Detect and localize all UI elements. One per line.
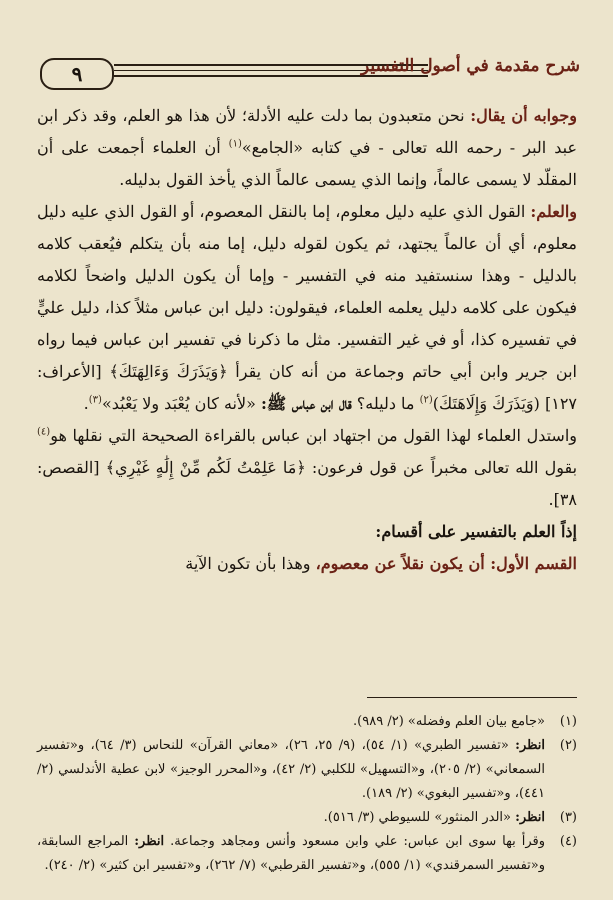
footnote-ref-4[interactable]: (٤) xyxy=(37,426,51,438)
knowledge-definition-lead: والعلم: xyxy=(530,202,577,221)
sections-heading: إذاً العلم بالتفسير على أقسام: xyxy=(375,522,577,541)
ibn-abbas-said: قال ابن عباس ﷺ: xyxy=(261,394,352,413)
quran-quote-araf: ﴿وَيَذَرَكَ وَءَالِهَتَكَ﴾ xyxy=(109,362,228,381)
footnote-2: (٢) انظر: «تفسير الطبري» (١/ ٥٤)، (٩/ ٢٥، ٢٦)، «معاني القرآن» للنحاس (٣/ ٦٤)، و«تفسير السمعاني» (٢/ ٢٠٥)، و«التسهيل» للكلبي (٢/ ٤٢)، و«المحرر الوجيز» لابن عطية الأندلسي (٢/ ٤٤١)، و«تفسير البغوي» (٢/ ١٨٩). xyxy=(37,734,577,806)
footnote-ref-3[interactable]: (٣) xyxy=(88,394,102,406)
paragraph-2: والعلم: القول الذي عليه دليل معلوم، إما بالنقل المعصوم، أو القول الذي عليه دليل معلوم، أي أن عالماً يجتهد، ثم يكون لقوله دليل، إما منه بأن يتكلم فيُعقب كلامه بالدليل - وهذا سنستفيد منه في التفسير - وإما أن يكون الدليل واضحاً لكلامه فيكون على كلامه دليل يعلمه العلماء، فيقولون: دليل ابن عباس مثلاً كذا، دليل عليٍّ في تفسيره كذا، أو في غير التفسير. مثل ما ذكرنا في تفسير ابن عباس فيما رواه ابن جرير وابن أبي حاتم وجماعة من أنه كان يقرأ ﴿وَيَذَرَكَ وَءَالِهَتَكَ﴾ [الأعراف: ١٢٧] (وَيَذَرَكَ وَإِلَاهَتَكَ)$^{(٢)}$ ما دليله؟ قال ابن عباس ﷺ: «لأنه كان يُعْبَد ولا يَعْبُد»$^{(٣)}$. xyxy=(37,202,577,413)
footnote-ref-1[interactable]: (١) xyxy=(228,138,242,150)
footnote-number: (١) xyxy=(559,714,577,729)
paragraph-5: القسم الأول: أن يكون نقلاً عن معصوم، وهذا بأن تكون الآية xyxy=(185,554,577,573)
footnote-1: (١) «جامع بيان العلم وفضله» (٢/ ٩٨٩). xyxy=(37,710,577,734)
footnotes xyxy=(37,710,577,878)
footnote-number: (٤) xyxy=(559,834,577,849)
quran-quote-qasas: ﴿مَا عَلِمْتُ لَكُم مِّنْ إِلَٰهٍ غَيْرِي﴾ xyxy=(105,458,306,477)
footnote-3: (٣) انظر: «الدر المنثور» للسيوطي (٣/ ٥١٦). xyxy=(37,806,577,830)
paragraph-3: واستدل العلماء لهذا القول من اجتهاد ابن عباس بالقراءة الصحيحة التي نقلها هو$^{(٤)}$ بقول الله تعالى مخبراً عن قول فرعون: ﴿مَا عَلِمْتُ لَكُم مِّنْ إِلَٰهٍ غَيْرِي﴾ [القصص: ٣٨]. xyxy=(37,426,578,509)
footnote-separator xyxy=(367,697,577,698)
paragraph-1: وجوابه أن يقال: نحن متعبدون بما دلت عليه الأدلة؛ لأن هذا هو العلم، وقد ذكر ابن عبد البر - رحمه الله تعالى - في كتابه «الجامع»$^{(١)}$ أن العلماء أجمعت على أن المقلّد لا يسمى عالماً، وإنما الذي يسمى عالماً الذي يأخذ القول بدليله. xyxy=(37,106,578,189)
page-number: ٩ xyxy=(40,58,114,90)
main-text xyxy=(37,100,577,580)
first-section-lead: القسم الأول: أن يكون نقلاً عن معصوم، xyxy=(315,554,577,573)
answer-lead: وجوابه أن يقال: xyxy=(470,106,577,125)
running-title: شرح مقدمة في أصول التفسير xyxy=(360,56,580,76)
footnote-number: (٣) xyxy=(559,810,577,825)
running-header xyxy=(40,56,580,94)
footnote-number: (٢) xyxy=(559,738,577,753)
footnote-ref-2[interactable]: (٢) xyxy=(419,394,433,406)
footnote-4: (٤) وقرأ بها سوى ابن عباس: علي وابن مسعود وأنس ومجاهد وجماعة. انظر: المراجع السابقة، و«تفسير السمرقندي» (١/ ٥٥٥)، و«تفسير القرطبي» (٧/ ٢٦٢)، و«تفسير ابن كثير» (٢/ ٢٤٠). xyxy=(37,830,577,878)
variant-reading: (وَيَذَرَكَ وَإِلَاهَتَكَ) xyxy=(432,394,540,413)
